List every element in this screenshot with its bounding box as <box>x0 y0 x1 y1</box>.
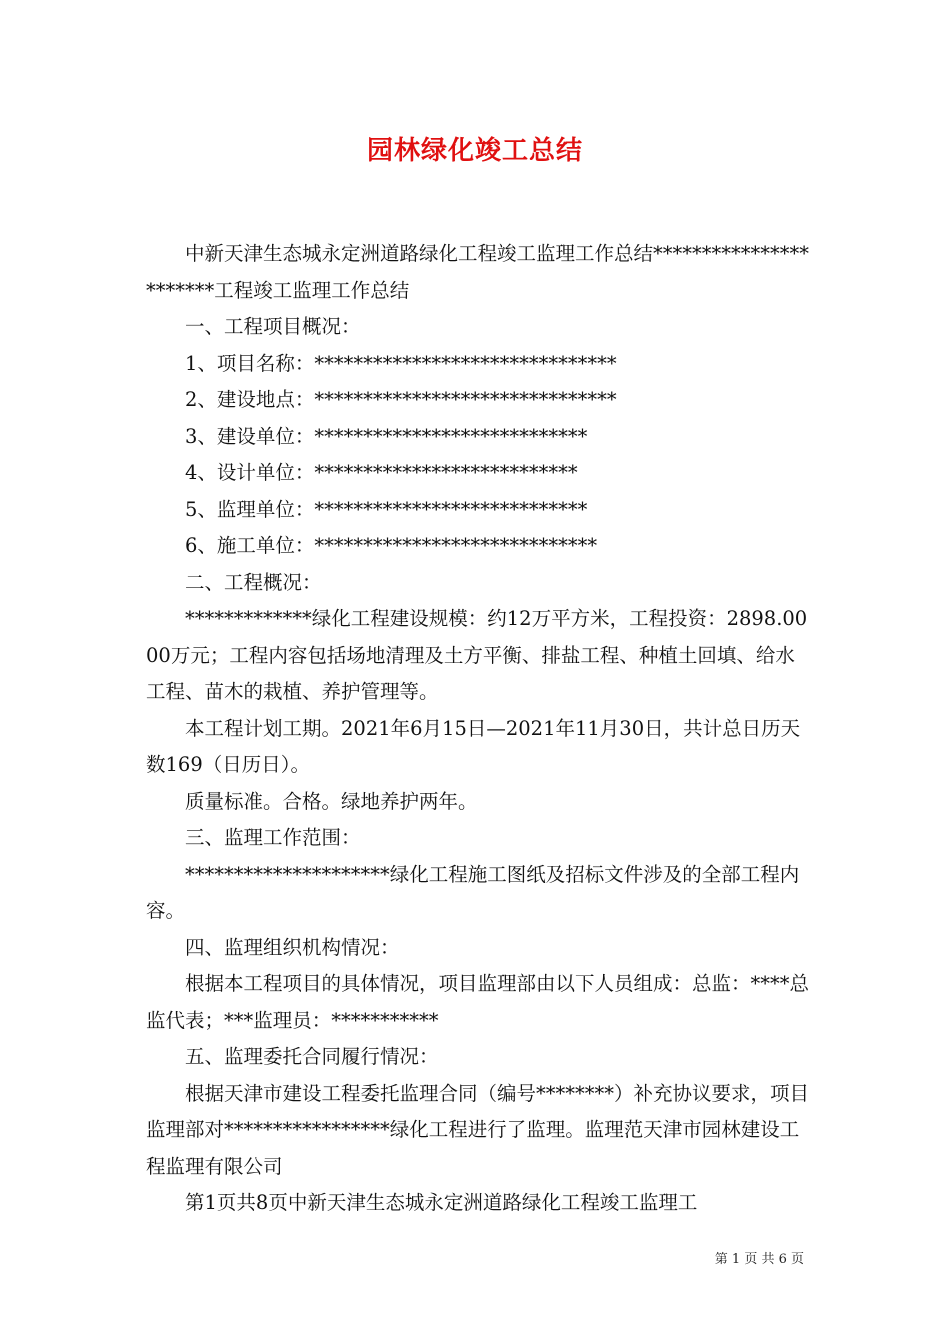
section-heading-5: 五、监理委托合同履行情况： <box>185 1045 439 1068</box>
page-footer: 第 1 页 共 6 页 <box>714 1252 804 1267</box>
paragraph-scale: *************绿化工程建设规模：约12万平方米，工程投资：2898.0000万元；工程内容包括场地清理及土方平衡、排盐工程、种植土回填、给水工程、苗木的栽植、养护管理等。 <box>146 607 808 703</box>
paragraph-quality: 质量标准。合格。绿地养护两年。 <box>185 789 478 813</box>
document-title: 园林绿化竣工总结 <box>366 136 583 166</box>
document-body <box>146 236 810 1222</box>
paragraph-schedule: 本工程计划工期。2021年6月15日—2021年11月30日，共计总日历天数169（日历日）。 <box>146 716 801 776</box>
paragraph-continuation: 第1页共8页中新天津生态城永定洲道路绿化工程竣工监理工 <box>185 1191 698 1214</box>
list-item-supervisor: 5、监理单位：**************************** <box>185 497 588 521</box>
section-heading-1: 一、工程项目概况： <box>185 315 361 338</box>
list-item-builder: 3、建设单位：**************************** <box>185 424 588 448</box>
section-heading-2: 二、工程概况： <box>185 570 322 594</box>
paragraph-contract: 根据天津市建设工程委托监理合同（编号********）补充协议要求，项目监理部对*****************绿化工程进行了监理。监理范天津市园林建设工程监理有限公司 <box>146 1081 810 1178</box>
list-item-contractor: 6、施工单位：***************************** <box>185 534 598 557</box>
list-item-project-name: 1、项目名称：******************************* <box>185 351 617 375</box>
list-item-designer: 4、设计单位：*************************** <box>185 461 578 484</box>
paragraph-organization: 根据本工程项目的具体情况，项目监理部由以下人员组成：总监：****总监代表；***监理员：*********** <box>146 972 810 1032</box>
paragraph-intro: 中新天津生态城永定洲道路绿化工程竣工监理工作总结***********************工程竣工监理工作总结 <box>146 242 810 302</box>
paragraph-scope: *********************绿化工程施工图纸及招标文件涉及的全部工程内容。 <box>146 862 800 922</box>
section-heading-4: 四、监理组织机构情况： <box>185 935 400 959</box>
list-item-location: 2、建设地点：******************************* <box>185 388 617 411</box>
section-heading-3: 三、监理工作范围： <box>185 826 361 849</box>
